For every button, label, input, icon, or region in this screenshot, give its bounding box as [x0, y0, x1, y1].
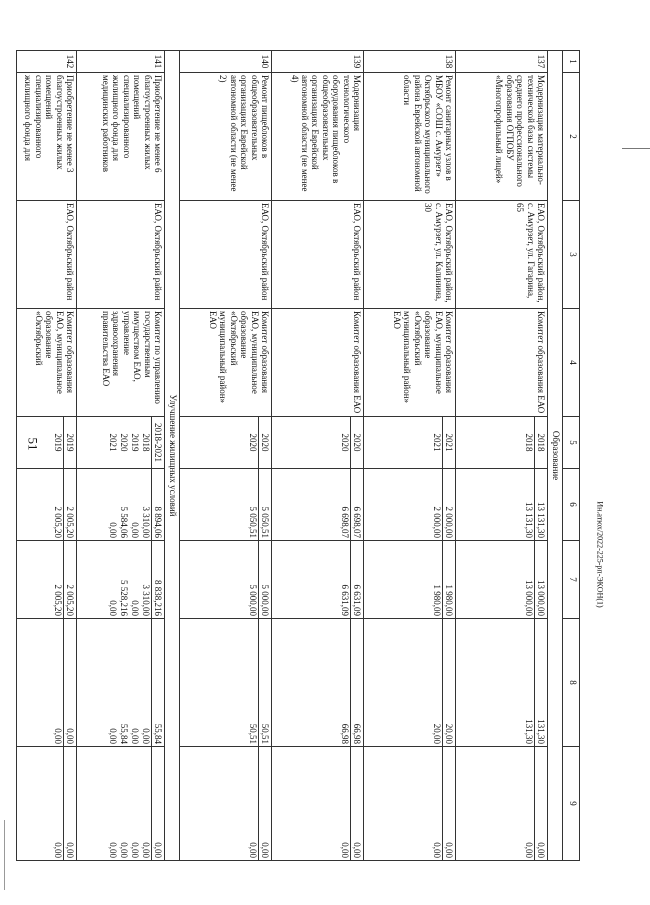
row-col7 [17, 541, 77, 619]
row-col9-value: 0,00 [140, 747, 152, 860]
row-number: 138 [364, 51, 456, 73]
row-col6-value: 8 894,06 [153, 506, 163, 538]
row-col7-value: 0,00 [130, 600, 140, 616]
row-col7-value: 5 000,00 [247, 541, 259, 618]
footer-code: Ин.атюх/2022-225-рп-ЭКОН(1) [595, 501, 605, 608]
row-years [180, 417, 272, 469]
row-col9-value: 0,00 [444, 842, 454, 858]
table-row [77, 51, 165, 861]
row-col7-value: 3 310,00 [140, 541, 152, 618]
row-years [272, 417, 364, 469]
row-col9 [456, 747, 548, 861]
row-executor: Комитет по управлению государственным имуществом ЕАО, управление здравоохранения правительства ЕАО [77, 309, 165, 417]
row-col8-value: 55,84 [153, 723, 163, 744]
section-education: Образование [548, 51, 563, 861]
row-col6-value: 6 698,07 [352, 506, 362, 538]
column-header: 6 [563, 469, 580, 541]
column-header: 4 [563, 309, 580, 417]
row-col9-value: 0,00 [352, 842, 362, 858]
row-col9-value: 0,00 [153, 842, 163, 858]
row-col7-value: 0,00 [108, 600, 118, 616]
row-col9-value: 0,00 [108, 842, 118, 858]
row-years-value: 2018 [523, 417, 535, 468]
row-col9 [180, 747, 272, 861]
table-row [364, 51, 456, 861]
row-col8 [456, 619, 548, 747]
row-years [456, 417, 548, 469]
row-col8-value: 20,00 [431, 619, 443, 746]
section-row [548, 51, 563, 861]
top-right-rule [622, 148, 650, 149]
row-col8-value: 50,51 [247, 619, 259, 746]
row-years [77, 417, 165, 469]
row-col6-value: 0,00 [130, 522, 140, 538]
row-col9-value: 0,00 [65, 842, 75, 858]
row-col7-value: 2 005,20 [52, 541, 64, 618]
row-location: ЕАО, Октябрьский район [17, 201, 77, 309]
footer-code-area [590, 360, 606, 760]
row-col6-value: 0,00 [108, 522, 118, 538]
row-col9-value: 0,00 [536, 842, 546, 858]
row-number: 141 [77, 51, 165, 73]
row-name: Модернизация технологического оборудования пищеблоков в общеобразовательных организациях Еврейской автономной области (не менее 4) [272, 73, 364, 201]
row-name: Ремонт пищеблоков в общеобразовательных организациях Еврейской автономной области (не менее 2) [180, 73, 272, 201]
row-col7-value: 13 000,00 [536, 580, 546, 616]
section-row [165, 51, 180, 861]
section-housing: Улучшение жилищных условий [165, 51, 180, 861]
table-row [456, 51, 548, 861]
row-col6-value: 3 310,00 [140, 469, 152, 540]
row-name: Приобретение не менее 3 благоустроенных жилых помещений специализированного жилищного фонда для [17, 73, 77, 201]
row-col8 [364, 619, 456, 747]
column-header: 3 [563, 201, 580, 309]
row-years-value: 2018 [536, 433, 546, 452]
column-header: 5 [563, 417, 580, 469]
row-name: Модернизация материально-технической базы системы среднего профессионального образования ОГПОБУ «Многопрофильный лицей» [456, 73, 548, 201]
row-col6-value: 5 584,06 [119, 506, 129, 538]
row-col6-value: 6 698,07 [339, 469, 351, 540]
row-executor: Комитет образования ЕАО [456, 309, 548, 417]
row-col9-value: 0,00 [260, 842, 270, 858]
column-header: 9 [563, 747, 580, 861]
row-col8-value: 66,98 [352, 723, 362, 744]
row-col7-value: 8 838,216 [153, 580, 163, 616]
row-years-value: 2020 [339, 417, 351, 468]
row-name: Приобретение не менее 6 благоустроенных жилых помещений специализированного жилищного фонда для медицинских работников [77, 73, 165, 201]
row-years-value: 2020 [352, 433, 362, 452]
table-sheet [23, 50, 580, 860]
row-col7 [77, 541, 165, 619]
row-col8 [17, 619, 77, 747]
row-name: Ремонт санитарных узлов в МБОУ «СОШ с. Амурзет» Октябрьского муниципального района Еврейской автономной области [364, 73, 456, 201]
row-col7-value: 2 005,20 [65, 584, 75, 616]
row-col9 [17, 747, 77, 861]
page-number: 51 [25, 437, 41, 451]
table-row [180, 51, 272, 861]
row-col8-value: 20,00 [444, 723, 454, 744]
row-col8-value: 0,00 [108, 728, 118, 744]
row-col8-value: 131,30 [536, 719, 546, 744]
row-col6-value: 2 005,20 [52, 469, 64, 540]
row-col6 [180, 469, 272, 541]
row-number: 137 [456, 51, 548, 73]
row-location: ЕАО, Октябрьский район [180, 201, 272, 309]
row-location: ЕАО, Октябрьский район [77, 201, 165, 309]
row-col9-value: 0,00 [339, 747, 351, 860]
row-col9-value: 0,00 [119, 842, 129, 858]
row-col6-value: 2 000,00 [431, 469, 443, 540]
row-location: ЕАО, Октябрьский район, с. Амурзет, ул. Гагарина, 65 [456, 201, 548, 309]
row-col9-value: 0,00 [523, 747, 535, 860]
budget-table [16, 50, 580, 861]
header-row [563, 51, 580, 861]
row-col8-value: 0,00 [140, 619, 152, 746]
row-col8-value: 50,51 [260, 723, 270, 744]
row-years-value: 2019 [130, 433, 140, 452]
row-col6 [364, 469, 456, 541]
row-location: ЕАО, Октябрьский район, с. Амурзет, ул. Калинина, 30 [364, 201, 456, 309]
row-col7-value: 13 000,00 [523, 541, 535, 618]
table-row [17, 51, 77, 861]
row-col7-value: 6 631,09 [339, 541, 351, 618]
row-col6 [272, 469, 364, 541]
row-col9 [364, 747, 456, 861]
row-number: 140 [180, 51, 272, 73]
row-col8 [272, 619, 364, 747]
row-executor: Комитет образования ЕАО [272, 309, 364, 417]
row-col8-value: 0,00 [130, 728, 140, 744]
row-executor: Комитет образования ЕАО, муниципальное образование «Октябрьский [17, 309, 77, 417]
rotated-table-area [23, 50, 580, 860]
row-col8 [77, 619, 165, 747]
row-col9 [77, 747, 165, 861]
row-years-value: 2020 [247, 417, 259, 468]
row-col7-value: 1 980,00 [431, 541, 443, 618]
row-col7-value: 6 631,09 [352, 584, 362, 616]
row-col7 [364, 541, 456, 619]
row-col8-value: 55,84 [119, 723, 129, 744]
column-header: 1 [563, 51, 580, 73]
row-years [17, 417, 77, 469]
row-col7 [180, 541, 272, 619]
row-years-value: 2020 [260, 433, 270, 452]
row-years-value: 2019 [65, 433, 75, 452]
row-col7 [456, 541, 548, 619]
row-col9-value: 0,00 [130, 842, 140, 858]
row-col9 [272, 747, 364, 861]
row-col7-value: 5 000,00 [260, 584, 270, 616]
row-years-value: 2020 [119, 433, 129, 452]
row-years [364, 417, 456, 469]
row-col6-value: 2 000,00 [444, 506, 454, 538]
row-col6-value: 5 050,51 [260, 506, 270, 538]
row-col6-value: 13 131,30 [536, 502, 546, 538]
row-years-value: 2018 [140, 417, 152, 468]
row-col7 [272, 541, 364, 619]
row-col8-value: 0,00 [65, 728, 75, 744]
left-margin-rule [4, 820, 5, 890]
row-col6-value: 5 050,51 [247, 469, 259, 540]
row-years-value: 2018-2021 [153, 423, 163, 462]
table-body [17, 51, 580, 861]
row-number: 139 [272, 51, 364, 73]
row-col6 [17, 469, 77, 541]
row-executor: Комитет образования ЕАО, муниципальное образование «Октябрьский муниципальный район» ЕАО [364, 309, 456, 417]
row-col6-value: 13 131,30 [523, 469, 535, 540]
row-col8-value: 131,30 [523, 619, 535, 746]
column-header: 8 [563, 619, 580, 747]
row-col8-value: 0,00 [52, 619, 64, 746]
row-years-value: 2021 [431, 417, 443, 468]
column-header: 7 [563, 541, 580, 619]
row-years-value: 2019 [52, 417, 64, 468]
row-years-value: 2021 [108, 433, 118, 452]
row-col9-value: 0,00 [52, 747, 64, 860]
row-executor: Комитет образования ЕАО, муниципальное образование «Октябрьский муниципальный район» ЕАО [180, 309, 272, 417]
row-col9-value: 0,00 [431, 747, 443, 860]
row-location: ЕАО, Октябрьский район [272, 201, 364, 309]
row-col6-value: 2 005,20 [65, 506, 75, 538]
row-col8-value: 66,98 [339, 619, 351, 746]
row-col6 [77, 469, 165, 541]
table-row [272, 51, 364, 861]
row-col9-value: 0,00 [247, 747, 259, 860]
row-col8 [180, 619, 272, 747]
row-years-value: 2021 [444, 433, 454, 452]
row-col6 [456, 469, 548, 541]
row-number: 142 [17, 51, 77, 73]
column-header: 2 [563, 73, 580, 201]
row-col7-value: 5 528,216 [119, 580, 129, 616]
row-col7-value: 1 980,00 [444, 584, 454, 616]
